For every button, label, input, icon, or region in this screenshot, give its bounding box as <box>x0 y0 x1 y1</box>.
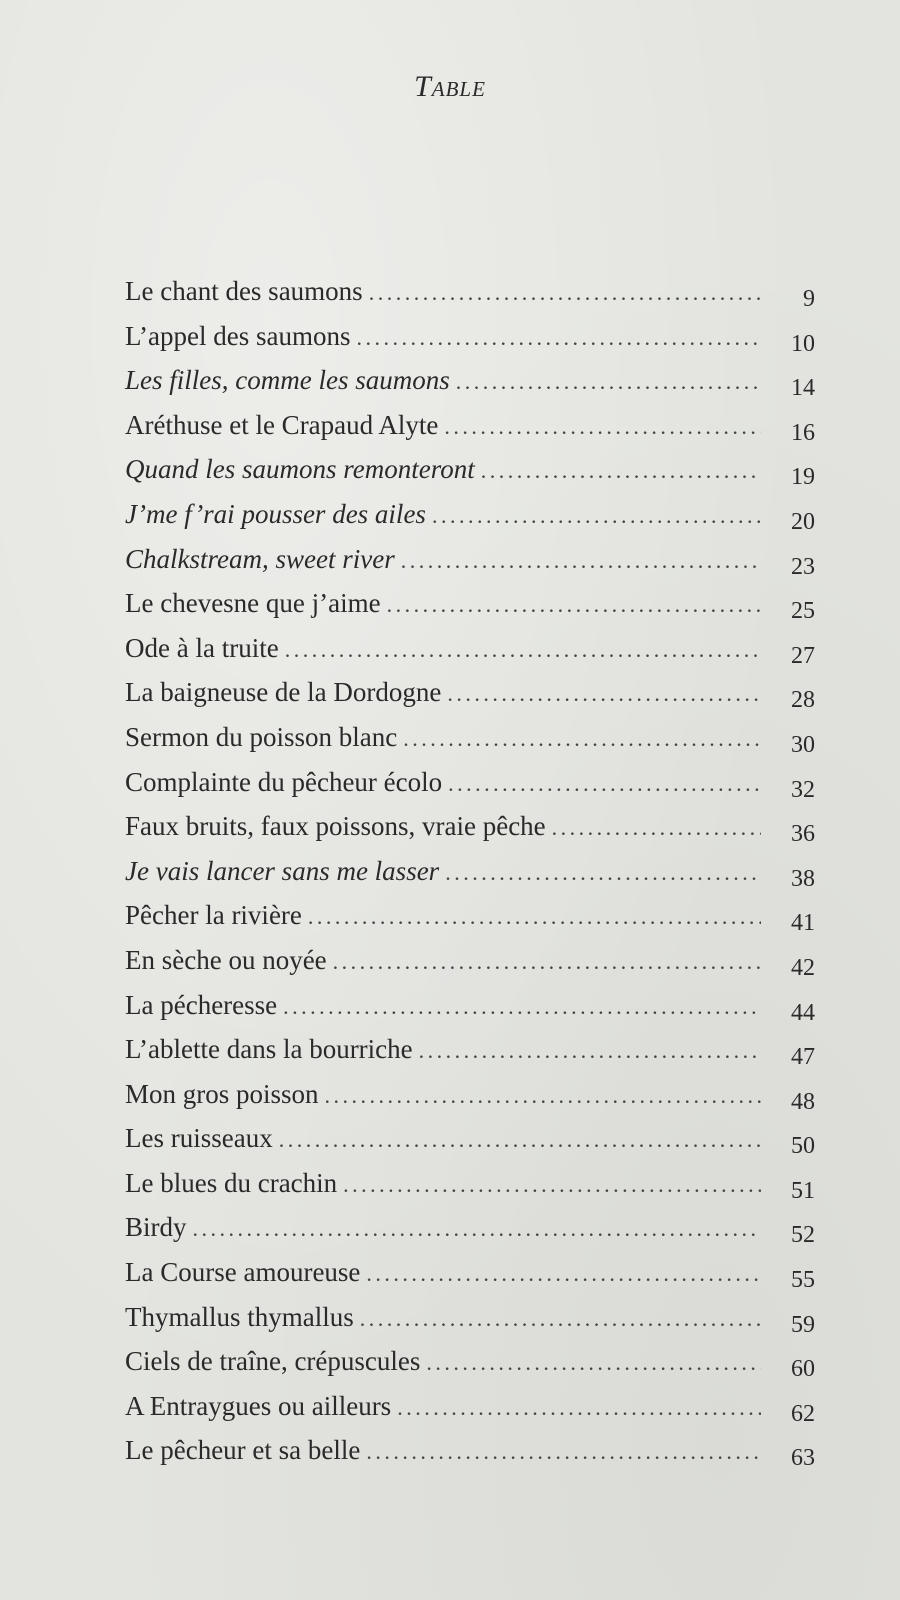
toc-entry-page-number: 36 <box>791 821 815 848</box>
dot-leader <box>456 369 761 395</box>
toc-entry <box>125 1168 815 1213</box>
toc-entry-title: Quand les saumons remonteront <box>125 454 475 485</box>
toc-entry-page-number: 30 <box>791 731 815 758</box>
toc-entry-title: La pécheresse <box>125 989 278 1020</box>
toc-entry-title: J’me f’rai pousser des ailes <box>125 498 426 529</box>
dot-leader <box>366 1439 761 1465</box>
toc-entry <box>125 499 815 544</box>
toc-entry-page-number: 47 <box>791 1044 815 1071</box>
dot-leader <box>333 949 761 975</box>
toc-entry-title: Le chant des saumons <box>125 276 363 306</box>
toc-entry-title: L’appel des saumons <box>125 320 351 351</box>
toc-entry <box>125 1212 815 1257</box>
toc-entry <box>125 454 815 499</box>
toc-entry <box>125 945 815 990</box>
dot-leader <box>432 503 761 529</box>
toc-entry-title: La baigneuse de la Dordogne <box>125 677 442 708</box>
dot-leader <box>285 637 761 663</box>
toc-entry <box>125 990 815 1035</box>
dot-leader <box>403 726 761 752</box>
toc-entry <box>125 1123 815 1168</box>
toc-entry-title: Thymallus thymallus <box>125 1301 354 1332</box>
toc-entry <box>125 276 815 321</box>
toc-entry <box>125 1435 815 1480</box>
toc-entry-title: En sèche ou noyée <box>125 944 327 975</box>
toc-entry <box>125 588 815 633</box>
toc-entry <box>125 321 815 366</box>
toc-entry <box>125 544 815 589</box>
toc-entry <box>125 811 815 856</box>
toc-entry <box>125 900 815 945</box>
toc-entry <box>125 1257 815 1302</box>
toc-entry-title: Les ruisseaux <box>125 1123 273 1154</box>
table-of-contents <box>125 276 815 1480</box>
toc-entry-page-number: 50 <box>791 1133 815 1160</box>
toc-entry <box>125 722 815 767</box>
toc-entry-title: Les filles, comme les saumons <box>125 365 450 396</box>
toc-entry <box>125 856 815 901</box>
toc-entry-title: Le blues du crachin <box>125 1167 338 1198</box>
toc-entry-title: La Course amoureuse <box>125 1257 361 1288</box>
toc-entry-title: Faux bruits, faux poissons, vraie pêche <box>125 811 546 842</box>
toc-entry-page-number: 38 <box>791 865 815 892</box>
toc-entry <box>125 1391 815 1436</box>
dot-leader <box>419 1038 761 1064</box>
toc-entry-title: Ode à la truite <box>125 632 279 663</box>
toc-entry-page-number: 25 <box>791 598 815 625</box>
dot-leader <box>356 325 761 351</box>
dot-leader <box>343 1172 761 1198</box>
toc-entry-title: Je vais lancer sans me lasser <box>125 855 440 886</box>
toc-entry-page-number: 32 <box>791 776 815 803</box>
dot-leader <box>447 681 761 707</box>
dot-leader <box>397 1395 761 1421</box>
toc-entry-title: A Entraygues ou ailleurs <box>125 1390 392 1421</box>
toc-entry-title: Chalkstream, sweet river <box>125 543 395 574</box>
toc-entry-title: Le chevesne que j’aime <box>125 588 381 619</box>
toc-entry <box>125 1034 815 1079</box>
page-title: Table <box>414 70 486 103</box>
toc-entry <box>125 1079 815 1124</box>
toc-entry-page-number: 52 <box>791 1222 815 1249</box>
toc-entry-page-number: 10 <box>791 330 815 357</box>
toc-entry <box>125 677 815 722</box>
toc-entry-title: L’ablette dans la bourriche <box>125 1034 413 1065</box>
toc-entry-page-number: 59 <box>791 1311 815 1338</box>
toc-entry-page-number: 62 <box>791 1400 815 1427</box>
toc-entry-page-number: 41 <box>791 910 815 937</box>
toc-entry <box>125 1302 815 1347</box>
toc-entry-page-number: 23 <box>791 553 815 580</box>
toc-entry-page-number: 9 <box>803 286 815 312</box>
toc-entry <box>125 767 815 812</box>
toc-entry-title: Le pêcheur et sa belle <box>125 1435 361 1466</box>
toc-entry-title: Birdy <box>125 1212 187 1243</box>
toc-entry-title: Aréthuse et le Crapaud Alyte <box>125 409 439 440</box>
toc-entry-page-number: 14 <box>791 375 815 402</box>
toc-entry-page-number: 16 <box>791 419 815 446</box>
dot-leader <box>325 1083 761 1109</box>
toc-entry-page-number: 28 <box>791 687 815 714</box>
toc-entry-page-number: 51 <box>791 1177 815 1204</box>
toc-entry-title: Mon gros poisson <box>125 1078 319 1109</box>
toc-entry <box>125 410 815 455</box>
toc-entry-page-number: 60 <box>791 1356 815 1383</box>
dot-leader <box>283 994 761 1020</box>
dot-leader <box>193 1216 761 1242</box>
toc-entry-title: Ciels de traîne, crépuscules <box>125 1346 421 1377</box>
dot-leader <box>387 592 761 618</box>
toc-entry-title: Pêcher la rivière <box>125 900 302 931</box>
toc-entry-page-number: 42 <box>791 954 815 981</box>
dot-leader <box>366 1261 761 1287</box>
dot-leader <box>448 771 761 797</box>
toc-entry-page-number: 20 <box>791 508 815 535</box>
dot-leader <box>552 815 761 841</box>
toc-entry <box>125 1346 815 1391</box>
toc-entry-page-number: 27 <box>791 642 815 669</box>
dot-leader <box>445 860 761 886</box>
toc-entry-page-number: 44 <box>791 999 815 1026</box>
toc-entry <box>125 633 815 678</box>
toc-entry-title: Complainte du pêcheur écolo <box>125 766 443 797</box>
toc-entry-page-number: 55 <box>791 1267 815 1294</box>
dot-leader <box>369 280 761 306</box>
toc-entry-title: Sermon du poisson blanc <box>125 721 398 752</box>
toc-entry-page-number: 19 <box>791 464 815 491</box>
dot-leader <box>426 1350 761 1376</box>
dot-leader <box>481 458 761 484</box>
dot-leader <box>279 1127 761 1153</box>
dot-leader <box>308 904 761 930</box>
toc-entry-page-number: 48 <box>791 1088 815 1115</box>
dot-leader <box>444 414 761 440</box>
toc-entry-page-number: 63 <box>791 1445 815 1472</box>
toc-entry <box>125 365 815 410</box>
dot-leader <box>360 1306 761 1332</box>
dot-leader <box>401 548 761 574</box>
